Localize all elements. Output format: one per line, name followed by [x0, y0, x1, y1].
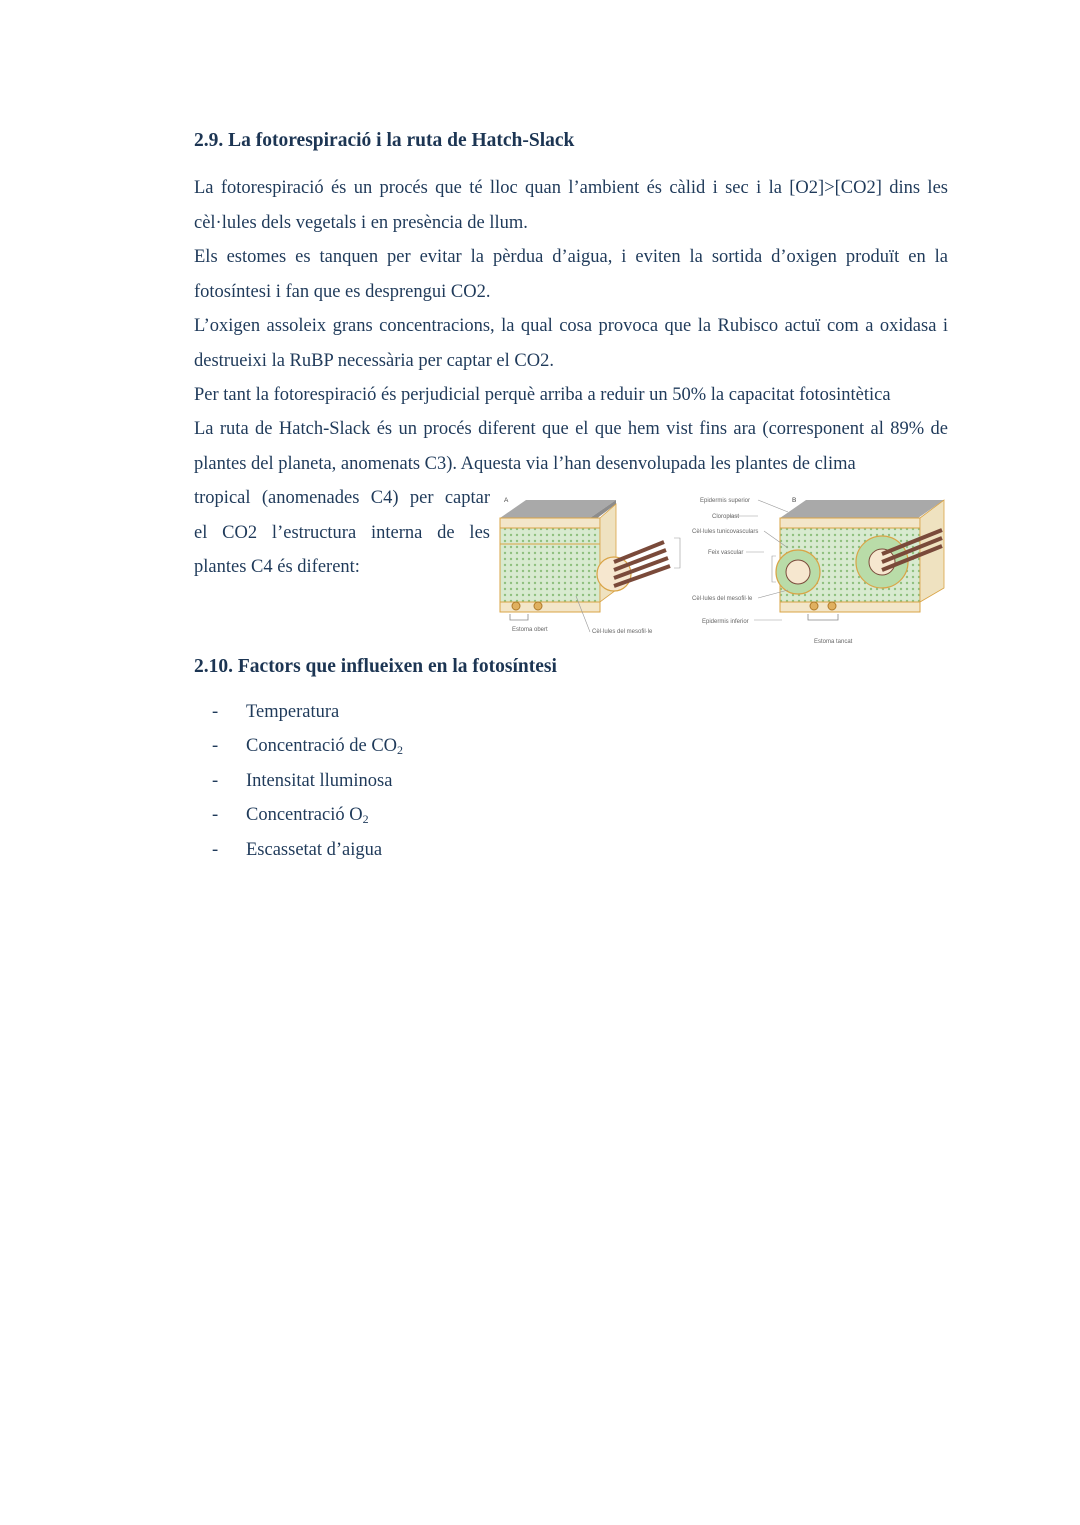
- section-heading-2-10: 2.10. Factors que influeixen en la fotosíntesi: [194, 656, 557, 677]
- list-item-text: Escassetat d’aigua: [246, 840, 383, 860]
- section-heading-2-9: 2.9. La fotorespiració i la ruta de Hatch-Slack: [194, 130, 575, 151]
- label-estoma-tancat: Estoma tancat: [814, 639, 853, 645]
- list-bullet: -: [212, 771, 219, 791]
- wrap-line-2: el CO2 l’estructura interna de les: [194, 522, 490, 543]
- label-epidermis-superior: Epidermis superior: [700, 498, 751, 504]
- subscript: 2: [362, 812, 369, 826]
- paragraph-oxygen-rubisco: L’oxigen assoleix grans concentracions, la qual cosa provoca que la Rubisco actuï com a oxidasa i destrueixi la RuBP necessària per captar el CO2.: [194, 316, 948, 371]
- list-item-text: Temperatura: [246, 702, 340, 722]
- leaf-cross-section-figure: [496, 490, 948, 648]
- list-bullet: -: [212, 736, 219, 756]
- label-cel-mesofil-bottom: Cèl·lules del mesofil·le: [592, 629, 653, 635]
- paragraph-harmful: Per tant la fotorespiració és perjudicial perquè arriba a reduir un 50% la capacitat fotosintètica: [194, 385, 891, 405]
- list-bullet: -: [212, 805, 219, 825]
- paragraph-stomata: Els estomes es tanquen per evitar la pèrdua d’aigua, i eviten la sortida d’oxigen produït en la fotosíntesi i fan que es desprengui CO2.: [194, 247, 948, 302]
- panel-b-illustration: [776, 500, 944, 620]
- label-epidermis-inferior: Epidermis inferior: [702, 619, 749, 625]
- label-estoma-obert: Estoma obert: [512, 627, 548, 633]
- wrap-line-1: tropical (anomenades C4) per captar: [194, 488, 490, 508]
- label-cloroplast: Cloroplast: [712, 514, 740, 520]
- label-feix-vascular: Feix vascular: [708, 550, 744, 556]
- list-item-text: Concentració de $CO_2$: [246, 736, 404, 757]
- list-bullet: -: [212, 702, 219, 722]
- panel-label-b: B: [792, 497, 797, 504]
- panel-label-a: A: [504, 497, 509, 504]
- wrap-line-3: plantes C4 és diferent:: [194, 557, 360, 577]
- list-item-text: Concentració $O_2$: [246, 805, 369, 826]
- subscript: 2: [397, 743, 404, 757]
- panel-a-illustration: [500, 500, 670, 620]
- paragraph-hatch-slack: La ruta de Hatch-Slack és un procés diferent que el que hem vist fins ara (corresponent al 89% de plantes del planeta, anomenats C3). Aquesta via l’han desenvolupada les plantes de clima: [194, 419, 948, 474]
- list-item-text: Intensitat lluminosa: [246, 771, 393, 791]
- label-cel-tunicovasculars: Cèl·lules tunicovasculars: [692, 529, 759, 535]
- paragraph-photorespiration-intro: La fotorespiració és un procés que té lloc quan l’ambient és càlid i sec i la [O2]>[CO2] dins les cèl·lules dels vegetals i en presència de llum.: [194, 178, 948, 233]
- paragraph-c4-wrap: [194, 481, 490, 585]
- list-bullet: -: [212, 840, 219, 860]
- label-cel-mesofil-right: Cèl·lules del mesofil·le: [692, 596, 753, 602]
